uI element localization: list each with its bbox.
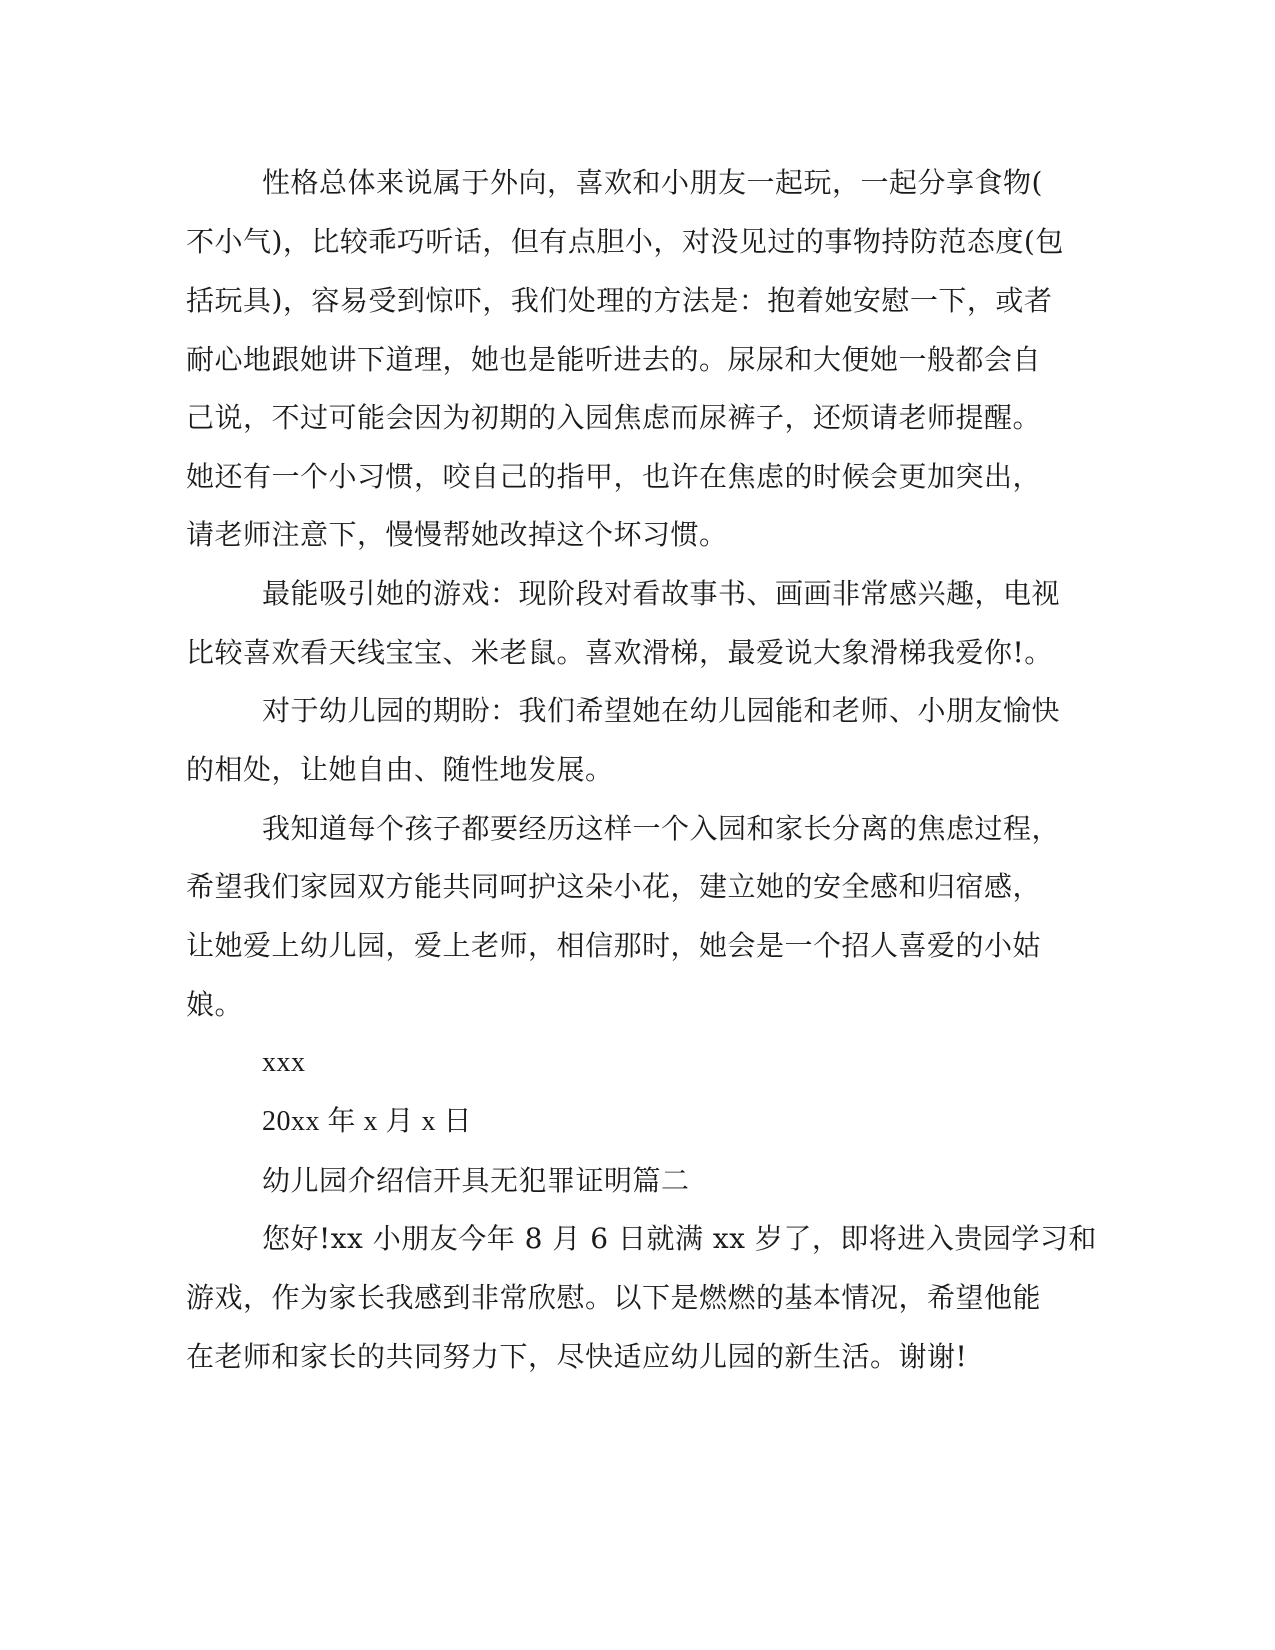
paragraph-line: 不小气)，比较乖巧听话，但有点胆小，对没见过的事物持防范态度(包: [186, 225, 1064, 258]
paragraph-line: 括玩具)，容易受到惊吓，我们处理的方法是：抱着她安慰一下，或者: [186, 284, 1053, 317]
paragraph-line: 您好!xx 小朋友今年 8 月 6 日就满 xx 岁了，即将进入贵园学习和: [262, 1222, 1097, 1255]
paragraph-line: 对于幼儿园的期盼：我们希望她在幼儿园能和老师、小朋友愉快: [262, 694, 1061, 727]
section-heading: 幼儿园介绍信开具无犯罪证明篇二: [262, 1164, 690, 1197]
paragraph-line: 我知道每个孩子都要经历这样一个入园和家长分离的焦虑过程，: [262, 812, 1061, 845]
paragraph-line: 在老师和家长的共同努力下，尽快适应幼儿园的新生活。谢谢!: [186, 1340, 968, 1373]
paragraph-line: 游戏，作为家长我感到非常欣慰。以下是燃燃的基本情况，希望他能: [186, 1281, 1042, 1314]
signature-date: 20xx 年 x 月 x 日: [262, 1106, 473, 1137]
paragraph-line: 比较喜欢看天线宝宝、米老鼠。喜欢滑梯，最爱说大象滑梯我爱你!。: [186, 636, 1053, 669]
paragraph-line: 最能吸引她的游戏：现阶段对看故事书、画画非常感兴趣，电视: [262, 577, 1061, 610]
paragraph-line: 希望我们家园双方能共同呵护这朵小花，建立她的安全感和归宿感，: [186, 870, 1042, 903]
paragraph-line: 性格总体来说属于外向，喜欢和小朋友一起玩，一起分享食物(: [262, 166, 1043, 199]
paragraph-line: 让她爱上幼儿园，爱上老师，相信那时，她会是一个招人喜爱的小姑: [186, 929, 1042, 962]
paragraph-line: 耐心地跟她讲下道理，她也是能听进去的。尿尿和大便她一般都会自: [186, 343, 1042, 376]
paragraph-line: 请老师注意下，慢慢帮她改掉这个坏习惯。: [186, 518, 728, 551]
signature-name: xxx: [262, 1047, 306, 1078]
paragraph-line: 的相处，让她自由、随性地发展。: [186, 753, 614, 786]
paragraph-line: 己说，不过可能会因为初期的入园焦虑而尿裤子，还烦请老师提醒。: [186, 401, 1042, 434]
paragraph-line: 娘。: [186, 988, 244, 1021]
paragraph-line: 她还有一个小习惯，咬自己的指甲，也许在焦虑的时候会更加突出，: [186, 460, 1042, 493]
